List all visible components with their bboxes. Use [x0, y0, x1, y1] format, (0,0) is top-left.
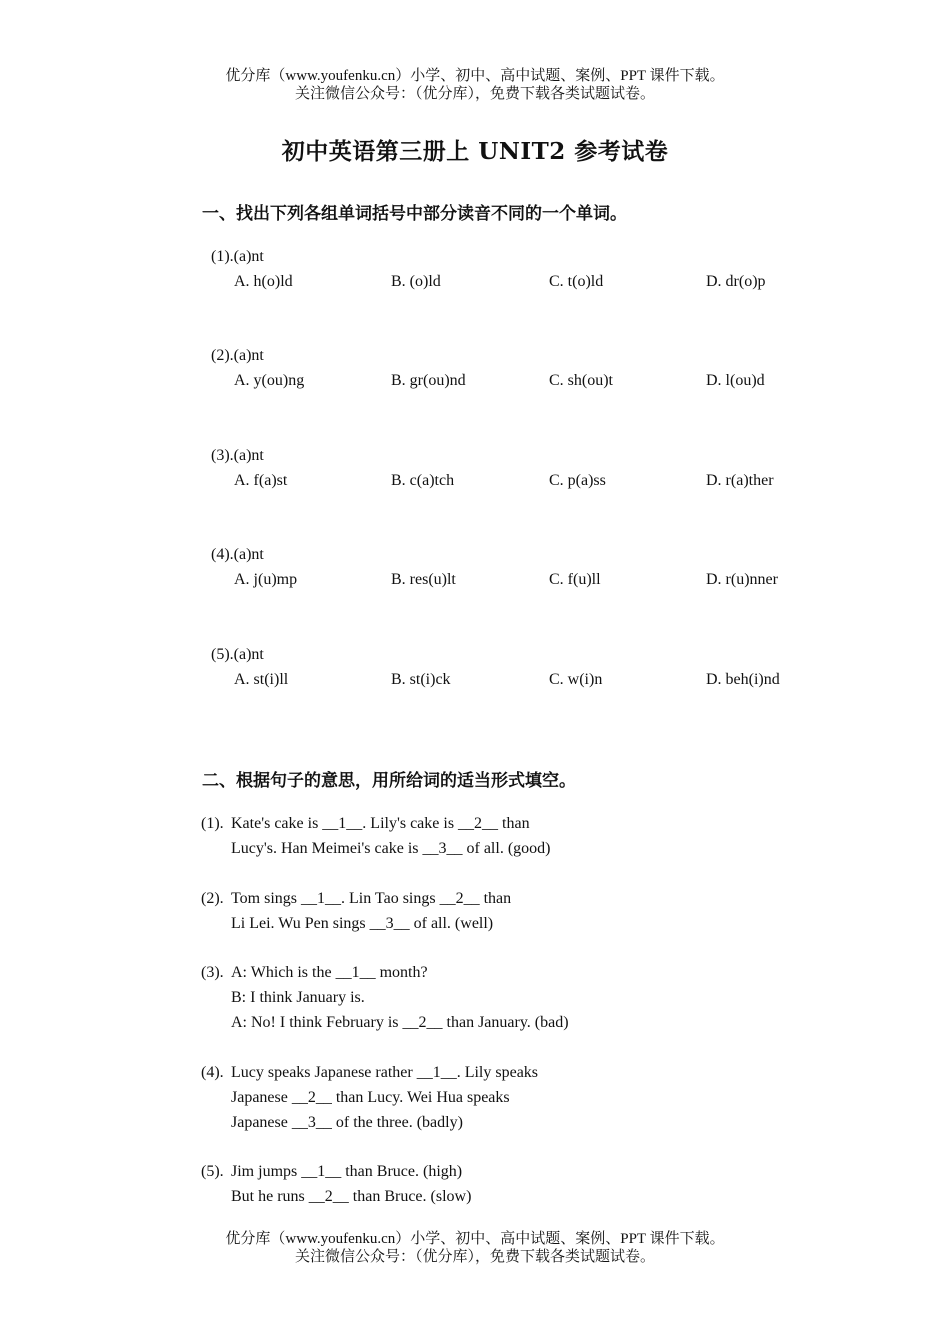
option-a: A. j(u)mp: [234, 571, 298, 588]
option-b: B. res(u)lt: [391, 571, 456, 588]
question-line: Li Lei. Wu Pen sings __3__ of all. (well): [231, 915, 494, 932]
option-c: C. p(a)ss: [549, 472, 606, 489]
fill-question-4: [201, 1060, 538, 1135]
section1-title: 一、找出下列各组单词括号中部分读音不同的一个单词。: [202, 204, 627, 224]
question-line: But he runs __2__ than Bruce. (slow): [231, 1188, 472, 1205]
option-row: [211, 567, 851, 592]
footer-line-1: 优分库（www.youfenku.cn）小学、初中、高中试题、案例、PPT 课件下载。: [225, 1231, 725, 1247]
question-line: Kate's cake is __1__. Lily's cake is __2__ than: [231, 815, 530, 832]
header-line-1: 优分库（www.youfenku.cn）小学、初中、高中试题、案例、PPT 课件下载。: [225, 68, 725, 84]
option-b: B. st(i)ck: [391, 671, 451, 688]
header-line-2: 关注微信公众号：（优分库），免费下载各类试题试卷。: [294, 86, 655, 102]
option-row: [211, 269, 851, 294]
question-line: Japanese __2__ than Lucy. Wei Hua speaks: [231, 1089, 510, 1106]
pronunciation-question-4: [211, 542, 851, 592]
fill-question-3: [201, 960, 569, 1035]
option-c: C. f(u)ll: [549, 571, 601, 588]
question-stem: (2).(a)nt: [211, 347, 264, 364]
question-number: (1).: [201, 815, 224, 832]
question-number: (3).: [201, 964, 224, 981]
question-number: (5).: [201, 1163, 224, 1180]
section2-title: 二、根据句子的意思，用所给词的适当形式填空。: [202, 771, 576, 791]
question-line: A: No! I think February is __2__ than January. (bad): [231, 1014, 569, 1031]
option-d: D. r(a)ther: [706, 472, 774, 489]
question-number: (2).: [201, 890, 224, 907]
document-title: 初中英语第三册上 UNIT2 参考试卷: [281, 138, 669, 165]
option-d: D. r(u)nner: [706, 571, 778, 588]
footer-line-2: 关注微信公众号：（优分库），免费下载各类试题试卷。: [294, 1249, 655, 1265]
option-c: C. w(i)n: [549, 671, 603, 688]
option-a: A. f(a)st: [234, 472, 288, 489]
option-d: D. l(ou)d: [706, 372, 765, 389]
option-a: A. y(ou)ng: [234, 372, 305, 389]
option-c: C. sh(ou)t: [549, 372, 613, 389]
fill-question-2: [201, 886, 511, 936]
question-stem: (3).(a)nt: [211, 447, 264, 464]
question-line: Tom sings __1__. Lin Tao sings __2__ than: [231, 890, 512, 907]
pronunciation-question-5: [211, 642, 851, 692]
question-line: Japanese __3__ of the three. (badly): [231, 1114, 463, 1131]
option-a: A. st(i)ll: [234, 671, 289, 688]
option-row: [211, 667, 851, 692]
fill-question-5: [201, 1159, 471, 1209]
pronunciation-question-3: [211, 443, 851, 493]
pronunciation-question-2: [211, 343, 851, 393]
option-d: D. beh(i)nd: [706, 671, 780, 688]
question-line: Jim jumps __1__ than Bruce. (high): [231, 1163, 463, 1180]
option-c: C. t(o)ld: [549, 273, 604, 290]
question-stem: (1).(a)nt: [211, 248, 264, 265]
question-line: A: Which is the __1__ month?: [231, 964, 428, 981]
option-row: [211, 468, 851, 493]
option-a: A. h(o)ld: [234, 273, 293, 290]
option-b: B. gr(ou)nd: [391, 372, 466, 389]
page-header: [0, 67, 950, 103]
question-stem: (5).(a)nt: [211, 646, 264, 663]
option-row: [211, 368, 851, 393]
option-b: B. c(a)tch: [391, 472, 455, 489]
fill-question-1: [201, 811, 550, 861]
option-b: B. (o)ld: [391, 273, 441, 290]
question-stem: (4).(a)nt: [211, 546, 264, 563]
page-footer: [0, 1230, 950, 1266]
option-d: D. dr(o)p: [706, 273, 766, 290]
question-line: Lucy's. Han Meimei's cake is __3__ of all. (good): [231, 840, 551, 857]
question-line: B: I think January is.: [231, 989, 365, 1006]
question-number: (4).: [201, 1064, 224, 1081]
question-line: Lucy speaks Japanese rather __1__. Lily speaks: [231, 1064, 539, 1081]
pronunciation-question-1: [211, 244, 851, 294]
